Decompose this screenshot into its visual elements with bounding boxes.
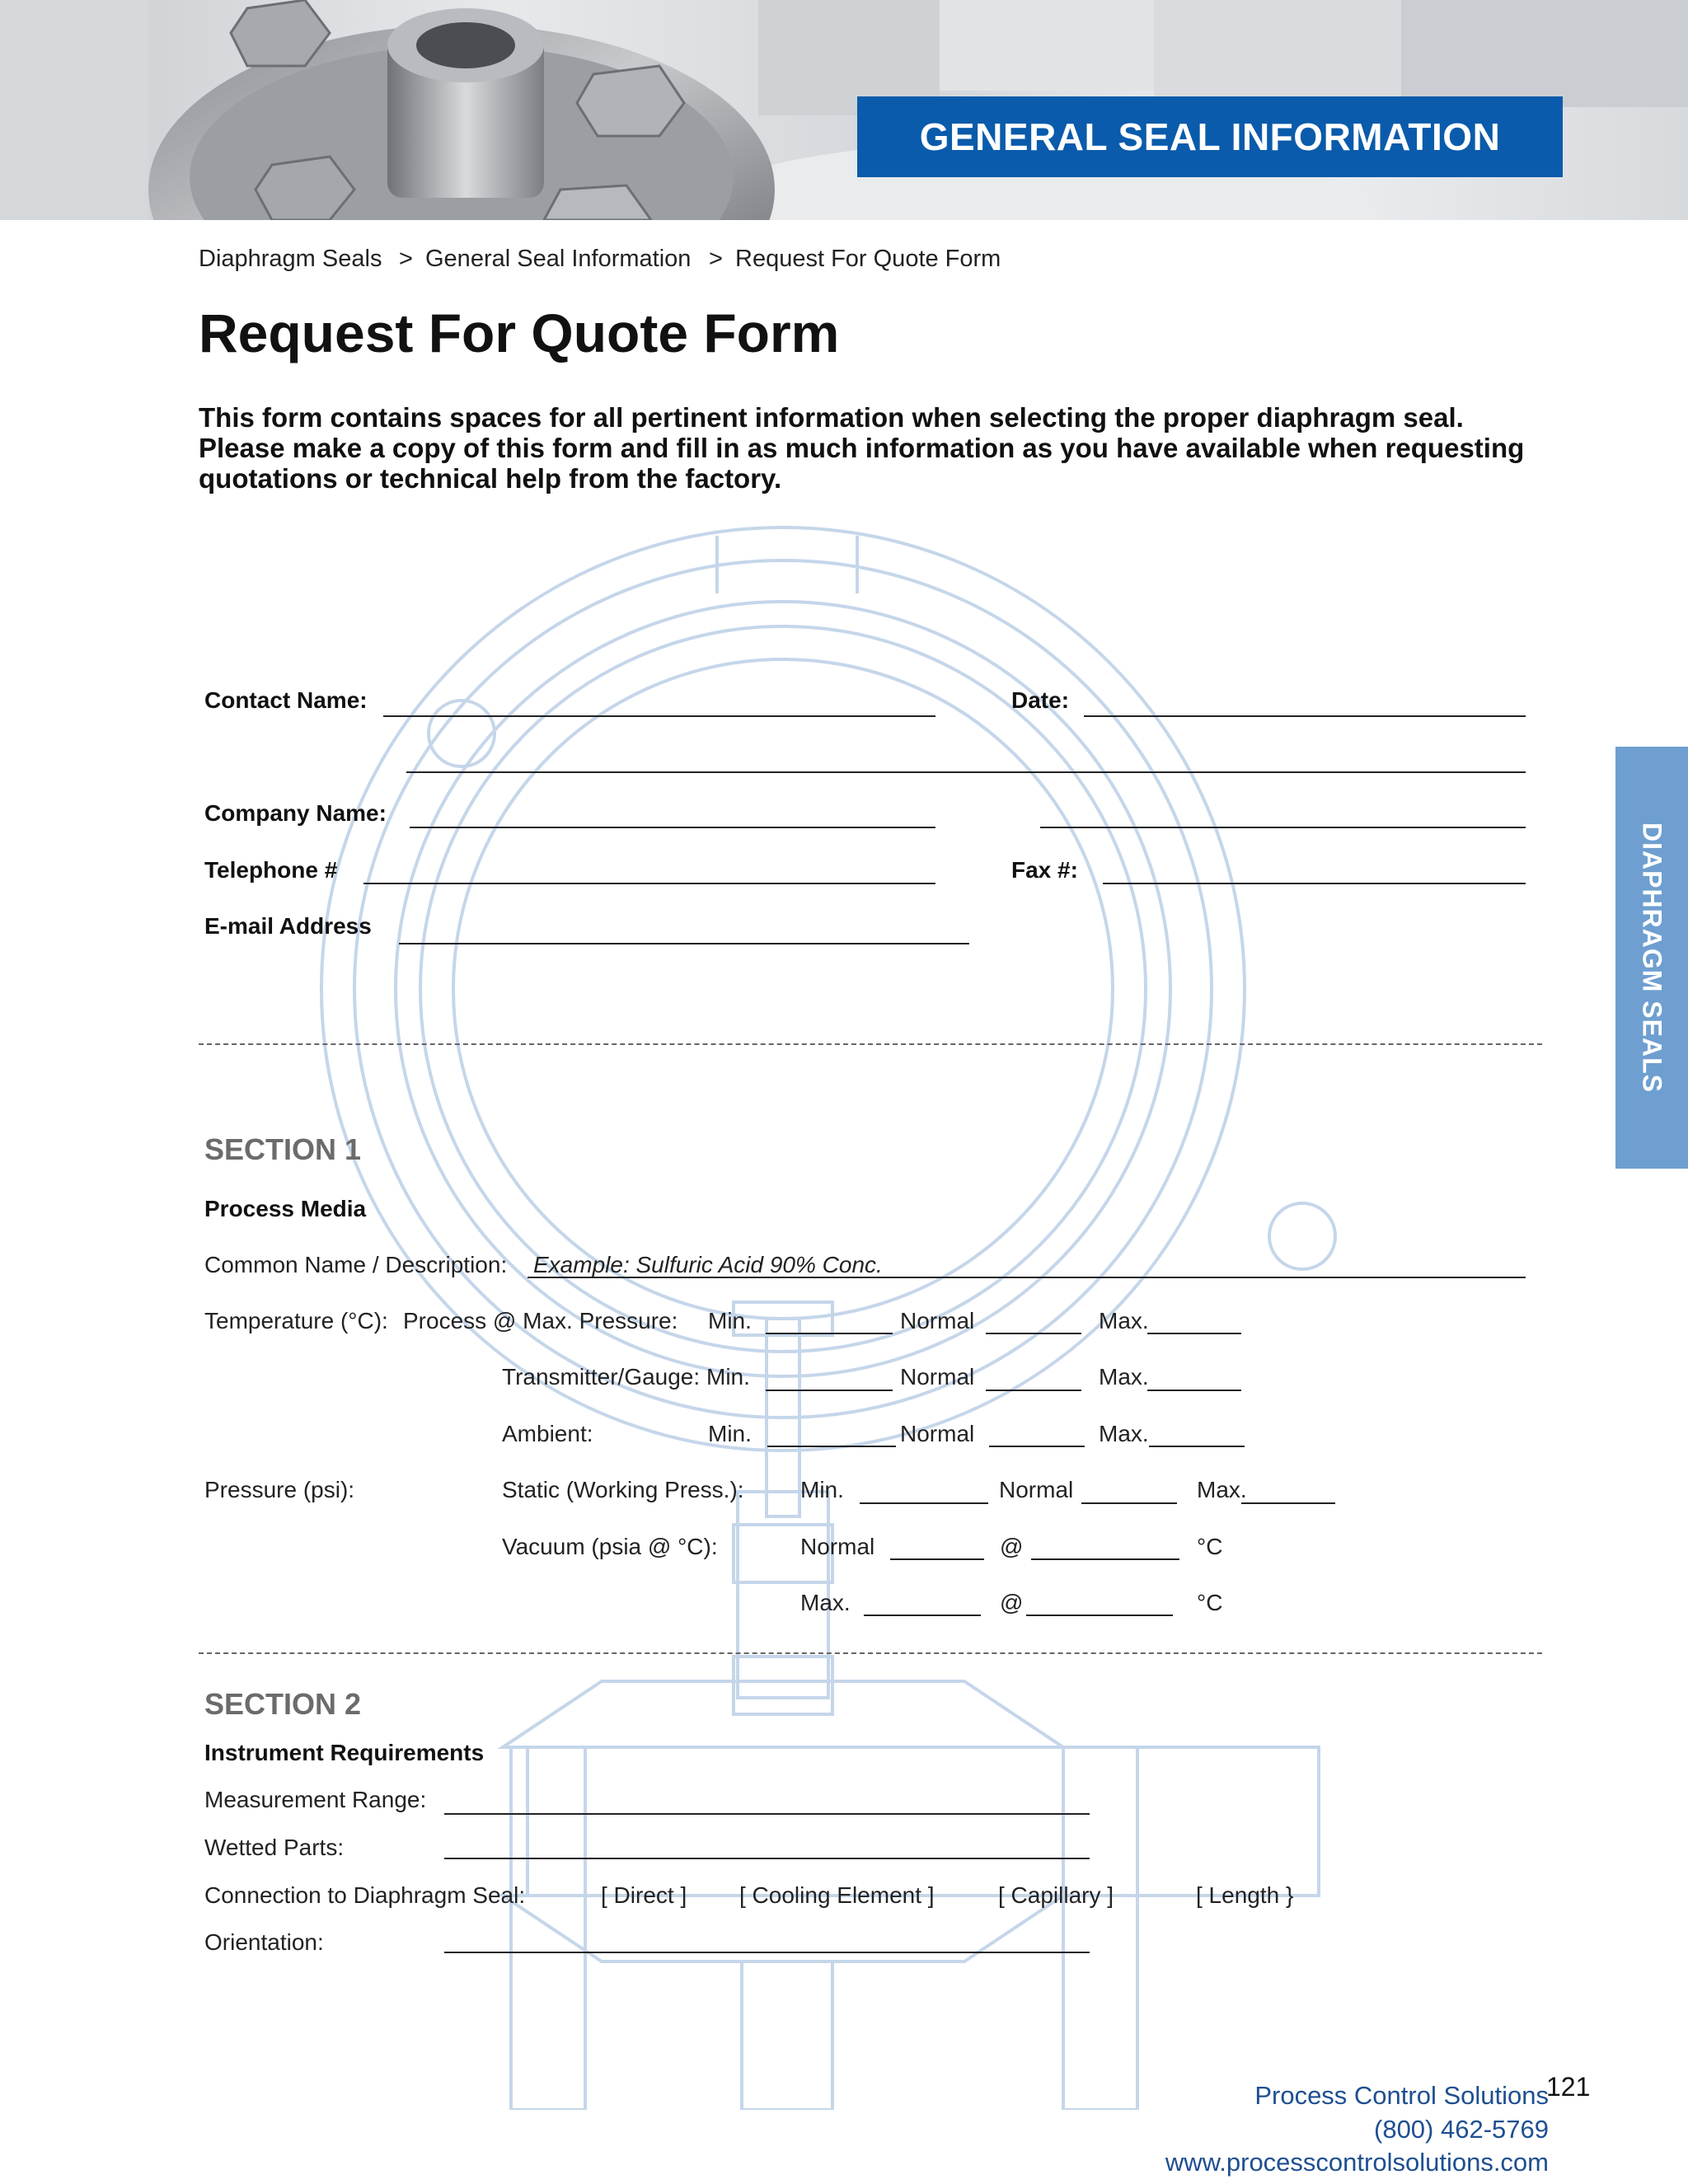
deg-c-label: °C bbox=[1197, 1590, 1223, 1615]
page-number: 121 bbox=[1546, 2072, 1591, 2102]
section-tag: GENERAL SEAL INFORMATION bbox=[857, 96, 1563, 177]
footer-url[interactable]: www.processcontrolsolutions.com bbox=[1165, 2148, 1549, 2177]
deg-c-label: °C bbox=[1197, 1534, 1223, 1559]
breadcrumb-item-diaphragm-seals[interactable]: Diaphragm Seals bbox=[199, 246, 382, 272]
normal-label: Normal bbox=[900, 1421, 975, 1446]
breadcrumb-separator: > bbox=[709, 246, 723, 272]
email-field[interactable] bbox=[399, 943, 969, 944]
process-media-heading: Process Media bbox=[204, 1196, 367, 1221]
breadcrumb-item-general-seal-information[interactable]: General Seal Information bbox=[425, 246, 692, 272]
orientation-field[interactable] bbox=[444, 1952, 1090, 1953]
option-cooling-element[interactable]: [ Cooling Element ] bbox=[739, 1882, 935, 1908]
vacuum-normal-field[interactable] bbox=[890, 1558, 984, 1560]
at-label: @ bbox=[1000, 1534, 1024, 1559]
page-title: Request For Quote Form bbox=[199, 302, 840, 363]
company-name-label: Company Name: bbox=[204, 800, 387, 826]
max-label: Max. bbox=[1197, 1477, 1247, 1502]
min-label: Min. bbox=[708, 1308, 752, 1333]
static-pressure-max-field[interactable] bbox=[1241, 1502, 1335, 1504]
max-label: Max. bbox=[1099, 1364, 1149, 1390]
ambient-label: Ambient: bbox=[502, 1421, 593, 1446]
vacuum-max-field[interactable] bbox=[864, 1615, 981, 1616]
vacuum-max-temp-field[interactable] bbox=[1026, 1615, 1173, 1616]
common-name-field[interactable] bbox=[528, 1277, 1526, 1278]
breadcrumb-separator: > bbox=[399, 246, 413, 272]
static-pressure-min-field[interactable] bbox=[860, 1502, 988, 1504]
footer-phone: (800) 462-5769 bbox=[1374, 2115, 1549, 2144]
transmitter-temp-normal-field[interactable] bbox=[986, 1390, 1081, 1391]
static-pressure-normal-field[interactable] bbox=[1081, 1502, 1177, 1504]
max-label: Max. bbox=[1099, 1308, 1149, 1333]
normal-label: Normal bbox=[800, 1534, 875, 1559]
at-label: @ bbox=[1000, 1590, 1024, 1615]
company-extra-line[interactable] bbox=[406, 771, 1526, 773]
process-temp-min-field[interactable] bbox=[766, 1333, 893, 1334]
normal-label: Normal bbox=[900, 1364, 975, 1390]
connection-label: Connection to Diaphragm Seal: bbox=[204, 1882, 526, 1908]
common-name-example: Example: Sulfuric Acid 90% Conc. bbox=[533, 1252, 883, 1277]
common-name-label: Common Name / Description: bbox=[204, 1252, 508, 1277]
telephone-field[interactable] bbox=[363, 883, 935, 884]
orientation-label: Orientation: bbox=[204, 1929, 324, 1955]
min-label: Min. bbox=[708, 1421, 752, 1446]
telephone-label: Telephone # bbox=[204, 857, 338, 883]
vacuum-normal-temp-field[interactable] bbox=[1031, 1558, 1179, 1560]
process-temp-max-field[interactable] bbox=[1147, 1333, 1241, 1334]
intro-text: This form contains spaces for all pertinent information when selecting the proper diaphragm seal. Please make a copy of this form and fill in as much information as you have available when requesting quotations or technical help from the factory. bbox=[199, 402, 1525, 494]
section1-heading: SECTION 1 bbox=[204, 1132, 362, 1166]
option-length[interactable]: [ Length } bbox=[1196, 1882, 1294, 1908]
min-label: Min. bbox=[800, 1477, 844, 1502]
contact-name-field[interactable] bbox=[383, 715, 935, 717]
side-tab bbox=[1615, 747, 1688, 1169]
max-label: Max. bbox=[1099, 1421, 1149, 1446]
transmitter-temp-max-field[interactable] bbox=[1147, 1390, 1241, 1391]
section2-heading: SECTION 2 bbox=[204, 1687, 362, 1721]
transmitter-temp-min-field[interactable] bbox=[766, 1390, 893, 1391]
measurement-range-field[interactable] bbox=[444, 1813, 1090, 1815]
temperature-label: Temperature (°C): bbox=[204, 1308, 388, 1333]
fax-label: Fax #: bbox=[1011, 857, 1078, 883]
breadcrumb-item-request-for-quote: Request For Quote Form bbox=[735, 246, 1001, 272]
ambient-temp-max-field[interactable] bbox=[1149, 1446, 1245, 1447]
normal-label: Normal bbox=[900, 1308, 975, 1333]
side-tab-label: DIAPHRAGM SEALS bbox=[1637, 823, 1667, 1093]
ambient-temp-min-field[interactable] bbox=[767, 1446, 896, 1447]
vacuum-label: Vacuum (psia @ °C): bbox=[502, 1534, 718, 1559]
seal-watermark-drawing bbox=[206, 462, 1426, 2110]
max-label: Max. bbox=[800, 1590, 851, 1615]
measurement-range-label: Measurement Range: bbox=[204, 1787, 427, 1812]
company-name-field[interactable] bbox=[410, 827, 935, 828]
process-temp-normal-field[interactable] bbox=[986, 1333, 1081, 1334]
divider bbox=[199, 1652, 1542, 1654]
company-name-field-2[interactable] bbox=[1040, 827, 1526, 828]
pressure-label: Pressure (psi): bbox=[204, 1477, 355, 1502]
normal-label: Normal bbox=[999, 1477, 1074, 1502]
process-max-pressure-label: Process @ Max. Pressure: bbox=[403, 1308, 678, 1333]
instrument-requirements-heading: Instrument Requirements bbox=[204, 1740, 485, 1765]
contact-name-label: Contact Name: bbox=[204, 687, 368, 713]
static-pressure-label: Static (Working Press.): bbox=[502, 1477, 744, 1502]
email-label: E-mail Address bbox=[204, 913, 372, 939]
wetted-parts-field[interactable] bbox=[444, 1858, 1090, 1859]
footer-company: Process Control Solutions bbox=[1254, 2081, 1549, 2110]
option-capillary[interactable]: [ Capillary ] bbox=[998, 1882, 1114, 1908]
divider bbox=[199, 1043, 1542, 1045]
transmitter-gauge-label: Transmitter/Gauge: bbox=[502, 1364, 701, 1390]
min-label: Min. bbox=[706, 1364, 750, 1390]
wetted-parts-label: Wetted Parts: bbox=[204, 1835, 345, 1860]
date-label: Date: bbox=[1011, 687, 1070, 713]
date-field[interactable] bbox=[1084, 715, 1526, 717]
ambient-temp-normal-field[interactable] bbox=[989, 1446, 1085, 1447]
option-direct[interactable]: [ Direct ] bbox=[601, 1882, 687, 1908]
fax-field[interactable] bbox=[1103, 883, 1526, 884]
